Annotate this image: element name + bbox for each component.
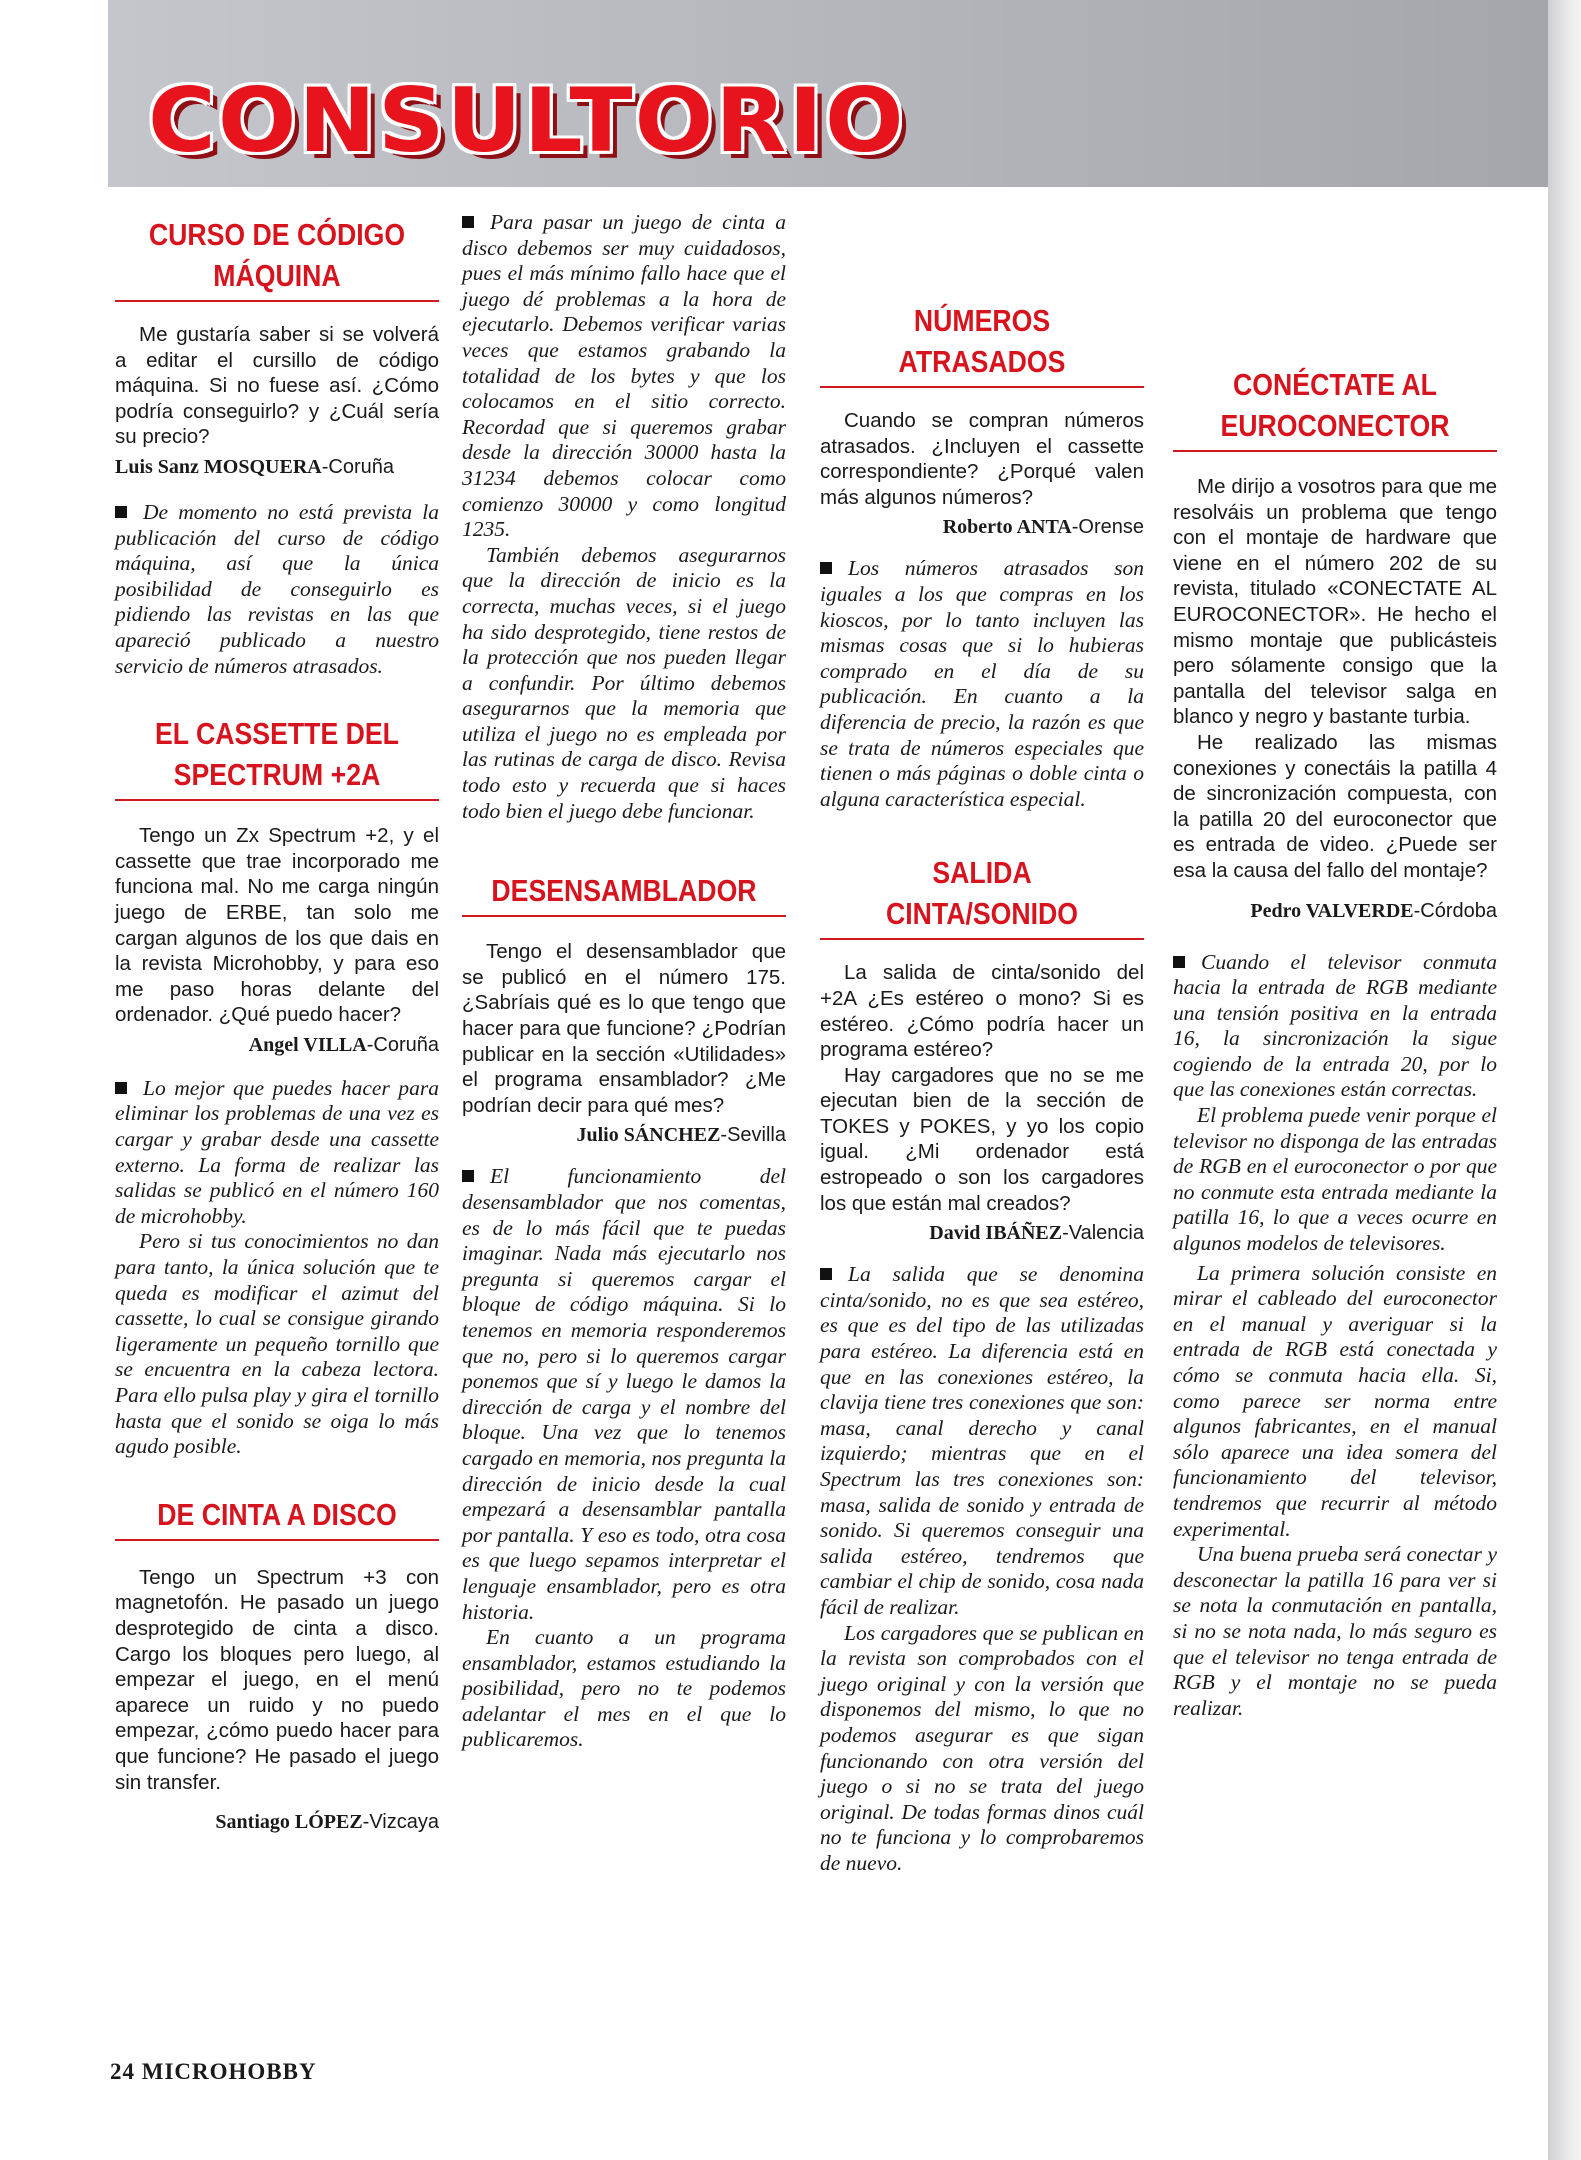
author-place: -Valencia: [1062, 1222, 1144, 1245]
column-4: [1173, 210, 1497, 1721]
heading-rule: [820, 386, 1144, 388]
answer-bullet-icon: [462, 1170, 474, 1182]
author-name: Santiago LÓPEZ: [215, 1811, 363, 1834]
signature-atrasados: [820, 514, 1144, 540]
heading-rule: [820, 938, 1144, 940]
page-spine: [1548, 0, 1581, 2160]
author-place: -Orense: [1071, 516, 1144, 539]
signature-disco: [115, 1809, 439, 1835]
answer-bullet-icon: [820, 1268, 832, 1280]
letter-cassette: Tengo un Zx Spectrum +2, y el cassette que trae incorporado me funciona mal. No me carga ningún juego de ERBE, tan solo me cargan algunos de los que dais en la revista Microhobby, y para eso me paso horas delante del ordenador. ¿Qué puedo hacer?: [115, 824, 439, 1027]
answer-bullet-icon: [462, 216, 474, 228]
signature-desensamblador: [462, 1122, 786, 1148]
answer-text: El funcionamiento del desensamblador que nos comentas, es de lo más fácil que te puedas imaginar. Nada más ejecutarlo nos pregunta si queremos cargar el bloque de código máquina. Si lo tenemos en memoria responderemos que no, pero si lo queremos cargar ponemos que sí y luego le damos la dirección de carga y el nombre del bloque. Una vez que lo tenemos cargado en memoria, nos pregunta la dirección de inicio desde la cual empezará a desensamblar pantalla por pantalla. Y eso es todo, otra cosa es que luego sepamos interpretar el lenguaje ensamblador, pero es otra historia.: [462, 1164, 786, 1624]
author-name: Pedro VALVERDE: [1250, 899, 1414, 922]
answer-desensamblador-2: En cuanto a un programa ensamblador, estamos estudiando la posibilidad, pero no te podemos adelantar el mes en el que lo publicaremos.: [462, 1625, 786, 1752]
author-name: David IBÁÑEZ: [929, 1222, 1063, 1245]
heading-cassette: EL CASSETTE DEL SPECTRUM +2A: [155, 716, 399, 793]
author-place: -Coruña: [321, 455, 394, 478]
author-name: Julio SÁNCHEZ: [576, 1124, 721, 1147]
heading-rule: [115, 300, 439, 302]
page-footer: [110, 2059, 317, 2085]
heading-numeros-atrasados: NÚMEROS ATRASADOS: [898, 303, 1066, 379]
author-place: -Vizcaya: [362, 1811, 439, 1834]
letter-euroconector-2: He realizado las mismas conexiones y conectáis la patilla 4 de sincronización compuesta, con la patilla 20 del euroconector que es entrada de video. ¿Puede ser esa la causa del fallo del montaje?: [1173, 730, 1497, 882]
answer-atrasados: [820, 556, 1144, 812]
answer-text: Cuando el televisor conmuta hacia la entrada de RGB mediante una tensión positiva en la entrada 16, la sincronización la sigue cogiendo de la entrada 20, por lo que las conexiones están correctas.: [1173, 949, 1497, 1102]
heading-curso-codigo: CURSO DE CÓDIGO MÁQUINA: [148, 217, 406, 293]
author-name: Roberto ANTA: [942, 516, 1072, 539]
answer-euroconector-2: El problema puede venir porque el televisor no disponga de las entradas de RGB en el euroconector o por que no conmute esta entrada mediante la patilla 16, lo que a veces ocurre en algunos modelos de televisores.: [1173, 1103, 1497, 1256]
answer-desensamblador-1: [462, 1164, 786, 1625]
continuation-spacer: [820, 210, 1144, 270]
page-number: 24: [110, 2059, 135, 2084]
answer-cassette-2: Pero si tus conocimientos no dan para tanto, la única solución que te queda es modificar el azimut del cassette, lo cual se consigue girando ligeramente un pequeño tornillo que se encuentra en la cabeza lectora. Para ello pulsa play y gira el tornillo hasta que el sonido se oiga lo más agudo posible.: [115, 1229, 439, 1459]
author-place: -Córdoba: [1413, 899, 1497, 922]
letter-euroconector-1: Me dirijo a vosotros para que me resolváis un problema que tengo con el montaje de hardware que viene en el número 202 de su revista, titulado «CONECTATE AL EUROCONECTOR». He hecho el mismo montaje que publicásteis pero sólamente consigo que la pantalla del televisor salga en blanco y negro y bastante turbia.: [1173, 475, 1497, 729]
author-name: Luis Sanz MOSQUERA: [115, 455, 322, 478]
answer-disco-1: [462, 210, 786, 543]
heading-desensamblador: DESENSAMBLADOR: [491, 873, 757, 909]
continuation-spacer: [1173, 210, 1497, 326]
answer-bullet-icon: [115, 506, 127, 518]
answer-bullet-icon: [1173, 956, 1185, 968]
answer-salida-1: [820, 1262, 1144, 1620]
column-2: [462, 210, 786, 1753]
answer-text: La salida que se denomina cinta/sonido, no es que sea estéreo, es que es del tipo de las utilizadas para estéreo. La diferencia está en que en las conexiones estéreo, la clavija tiene tres conexiones que son: masa, canal derecho y canal izquierdo; mientras que en el Spectrum las tres conexiones son: masa, salida de sonido y entrada de sonido. Si queremos conseguir una salida estéreo, tendremos que cambiar el chip de sonido, cosa nada fácil de realizar.: [820, 1262, 1144, 1619]
answer-codigo: [115, 500, 439, 679]
answer-euroconector-4: Una buena prueba será conectar y desconectar la patilla 16 para ver si se nota la conmutación en pantalla, si no se nota nada, lo más seguro es que el televisor no tenga entrada de RGB y el montaje no se pueda realizar.: [1173, 1542, 1497, 1720]
column-3: [820, 210, 1144, 1877]
signature-euroconector: [1173, 898, 1497, 924]
letter-atrasados: Cuando se compran números atrasados. ¿Incluyen el cassette correspondiente? ¿Porqué valen más algunos números?: [820, 409, 1144, 509]
answer-salida-2: Los cargadores que se publican en la revista son comprobados con el juego original y con la versión que disponemos del mismo, lo que no podemos asegurar es que sigan funcionando con otra versión del juego o si no se trata del juego original. De todas formas dinos cuál no te funciona y lo comprobaremos de nuevo.: [820, 1620, 1144, 1875]
letter-salida-1: La salida de cinta/sonido del +2A ¿Es estéreo o mono? Si es estéreo. ¿Cómo podría hacer un programa estéreo?: [820, 961, 1144, 1062]
answer-text: De momento no está prevista la publicación del curso de código máquina, así que la única posibilidad de conseguirlo es pidiendo las revistas en las que apareció publicado a nuestro servicio de números atrasados.: [115, 499, 439, 678]
answer-bullet-icon: [820, 562, 832, 574]
answer-disco-2: También debemos asegurarnos que la dirección de inicio es la correcta, muchas veces, si el juego ha sido desprotegido, tiene restos de la protección que nos pueden llegar a confundir. Por último debemos asegurarnos que la memoria que utiliza el juego no es empleada por las rutinas de carga de disco. Revisa todo esto y recuerda que si haces todo bien el juego debe funcionar.: [462, 542, 786, 823]
heading-euroconector: CONÉCTATE AL EUROCONECTOR: [1220, 367, 1450, 443]
magazine-name: MICROHOBBY: [141, 2059, 317, 2084]
letter-codigo: Me gustaría saber si se volverá a editar el cursillo de código máquina. Si no fuese así. ¿Cómo podría conseguirlo? y ¿Cuál sería su precio?: [115, 323, 439, 449]
heading-rule: [1173, 450, 1497, 452]
answer-cassette-1: [115, 1076, 439, 1230]
letter-salida-2: Hay cargadores que no se me ejecutan bien de la sección de TOKES y POKES, y yo los copio igual. ¿Mi ordenador está estropeado o son los cargadores los que están mal creados?: [820, 1063, 1144, 1215]
heading-rule: [462, 915, 786, 917]
signature-salida: [820, 1220, 1144, 1246]
heading-cinta-disco: DE CINTA A DISCO: [157, 1496, 397, 1532]
signature-codigo: [115, 454, 439, 480]
letter-disco: Tengo un Spectrum +3 con magnetofón. He pasado un juego desprotegido de cinta a disco. Cargo los bloques pero luego, al empezar el juego, en el menú aparece un ruido y no puedo empezar, ¿cómo puedo hacer para que funcione? He pasado el juego sin transfer.: [115, 1565, 439, 1794]
section-logo: CONSULTORIO: [148, 69, 906, 172]
answer-euroconector-1: [1173, 950, 1497, 1104]
heading-salida: SALIDA CINTA/SONIDO: [885, 855, 1079, 932]
answer-text: Para pasar un juego de cinta a disco debemos ser muy cuidadosos, pues el más mínimo fallo hace que el juego dé problemas a la hora de ejecutarlo. Debemos verificar varias veces que estamos grabando la totalidad de los bytes y que los colocamos en el sitio correcto. Recordad que si queremos grabar desde la dirección 30000 hasta la 31234 debemos colocar como comienzo 30000 y como longitud 1235.: [462, 210, 786, 542]
answer-text: Los números atrasados son iguales a los que compras en los kioscos, por lo tanto incluyen las mismas cosas que si lo hubieras comprado en el día de su publicación. En cuanto a la diferencia de precio, la razón es que se trata de números especiales que tienen o más páginas o doble cinta o alguna característica especial.: [820, 556, 1144, 811]
heading-rule: [115, 1539, 439, 1541]
author-place: -Coruña: [366, 1033, 439, 1056]
signature-cassette: [115, 1032, 439, 1058]
author-place: -Sevilla: [720, 1124, 786, 1147]
answer-bullet-icon: [115, 1082, 127, 1094]
answer-euroconector-3: La primera solución consiste en mirar el cableado del euroconector en el manual y averiguar si la entrada de RGB está conectada y cómo se conmuta hacia ella. Si, como parece ser norma entre algunos fabricantes, en el manual sólo aparece una idea somera del funcionamiento del televisor, tendremos que recurrir al método experimental.: [1173, 1260, 1497, 1541]
heading-rule: [115, 799, 439, 801]
column-1: [115, 210, 439, 1835]
letter-desensamblador: Tengo el desensamblador que se publicó en el número 175. ¿Sabríais qué es lo que tengo que hacer para que funcione? ¿Podrían publicar en la sección «Utilidades» el programa ensamblador? ¿Me podrían decir para qué mes?: [462, 940, 786, 1117]
author-name: Angel VILLA: [248, 1033, 367, 1056]
answer-text: Lo mejor que puedes hacer para eliminar los problemas de una vez es cargar y grabar desde una cassette externo. La forma de realizar las salidas se publicó en el número 160 de microhobby.: [115, 1075, 439, 1228]
